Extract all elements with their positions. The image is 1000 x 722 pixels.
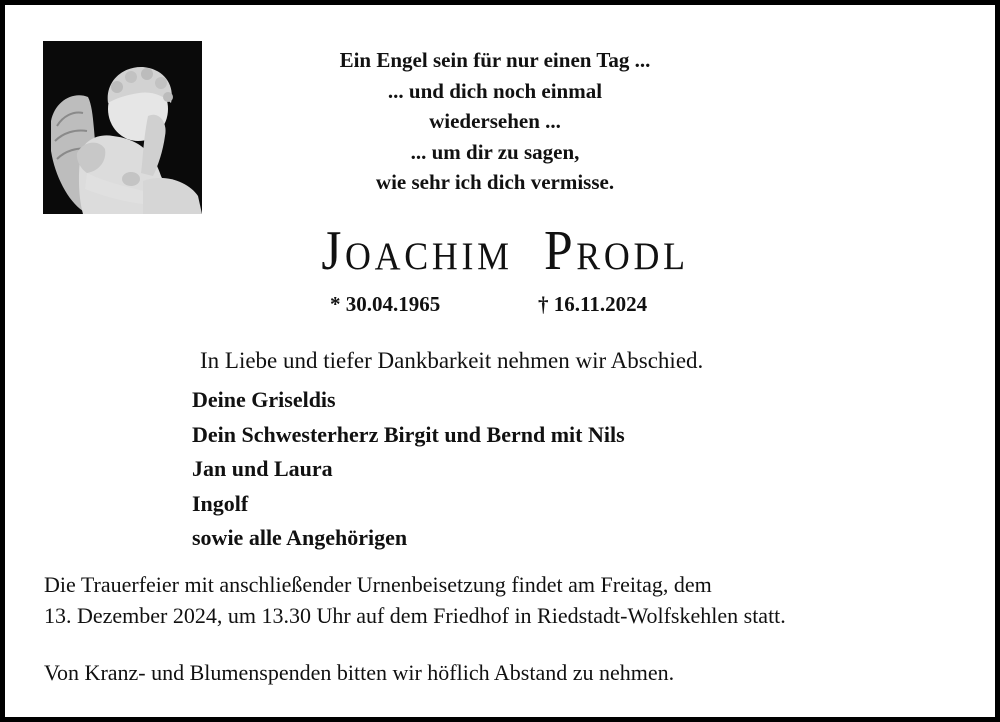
service-line: Die Trauerfeier mit anschließender Urnenbeisetzung findet am Freitag, dem	[44, 572, 712, 597]
first-name: Joachim	[321, 220, 513, 282]
poem	[245, 45, 745, 198]
mourner: Dein Schwesterherz Birgit und Bernd mit Nils	[192, 421, 625, 447]
donation-note: Von Kranz- und Blumenspenden bitten wir höflich Abstand zu nehmen.	[44, 660, 675, 685]
angel-statue-image	[43, 41, 202, 214]
mourner: Ingolf	[192, 490, 249, 516]
poem-line: ... um dir zu sagen,	[410, 139, 580, 164]
angel-icon	[43, 41, 202, 214]
mourners-list	[192, 383, 625, 556]
poem-line: ... und dich noch einmal	[387, 78, 603, 103]
service-info	[44, 569, 786, 631]
deceased-name	[220, 221, 790, 281]
farewell-text: In Liebe und tiefer Dankbarkeit nehmen wir Abschied.	[200, 348, 704, 373]
service-line: 13. Dezember 2024, um 13.30 Uhr auf dem Friedhof in Riedstadt-Wolfskehlen statt.	[44, 603, 786, 628]
mourner: Jan und Laura	[192, 456, 333, 481]
mourner: sowie alle Angehörigen	[192, 525, 408, 550]
poem-line: Ein Engel sein für nur einen Tag ...	[339, 48, 651, 72]
poem-line: wiedersehen ...	[429, 109, 561, 133]
death-date: † 16.11.2024	[538, 292, 648, 316]
poem-line: wie sehr ich dich vermisse.	[375, 170, 615, 194]
mourner: Deine Griseldis	[192, 387, 336, 412]
birth-date: * 30.04.1965	[330, 292, 441, 316]
last-name: Prodl	[543, 220, 689, 282]
